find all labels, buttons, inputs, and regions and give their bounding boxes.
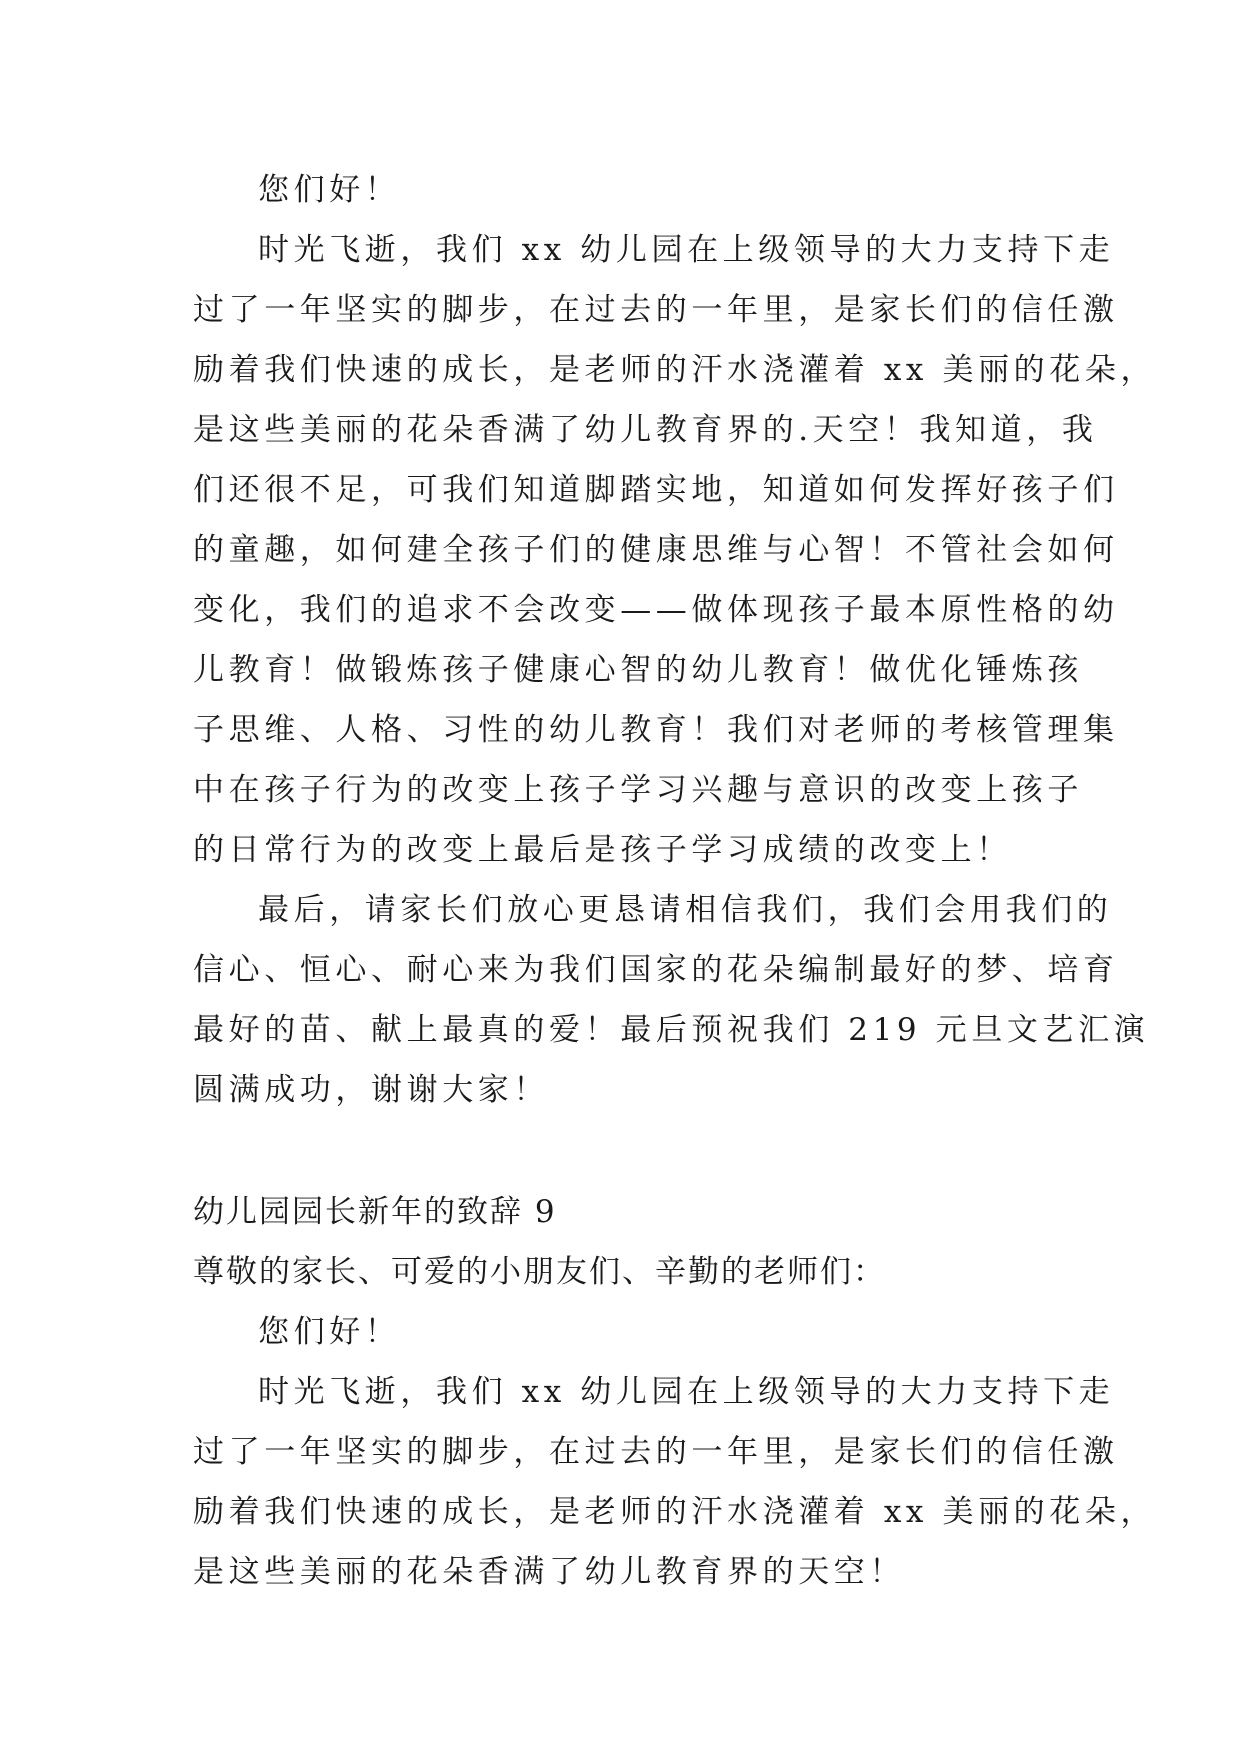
paragraph-line: 是这些美丽的花朵香满了幼儿教育界的.天空！我知道，我 [193,412,1098,448]
paragraph-line: 变化，我们的追求不会改变——做体现孩子最本原性格的幼 [193,592,1119,628]
paragraph-line: 时光飞逝，我们 xx 幼儿园在上级领导的大力支持下走 [258,1374,1115,1410]
salutation: 尊敬的家长、可爱的小朋友们、辛勤的老师们： [193,1254,886,1290]
paragraph-line: 励着我们快速的成长，是老师的汗水浇灌着 xx 美丽的花朵， [193,1494,1157,1530]
paragraph-line: 圆满成功，谢谢大家！ [193,1072,549,1108]
paragraph-line: 的童趣，如何建全孩子们的健康思维与心智！不管社会如何 [193,532,1119,568]
paragraph-line: 儿教育！做锻炼孩子健康心智的幼儿教育！做优化锤炼孩 [193,652,1083,688]
paragraph-line: 时光飞逝，我们 xx 幼儿园在上级领导的大力支持下走 [258,232,1115,268]
section-title: 幼儿园园长新年的致辞 9 [193,1194,557,1230]
paragraph-line: 最后，请家长们放心更恳请相信我们，我们会用我们的 [258,892,1113,928]
paragraph-line: 过了一年坚实的脚步，在过去的一年里，是家长们的信任激 [193,1434,1119,1470]
paragraph [193,1362,1157,1602]
greeting: 您们好！ [258,1314,401,1350]
paragraph-line: 是这些美丽的花朵香满了幼儿教育界的天空！ [193,1554,905,1590]
paragraph-line: 最好的苗、献上最真的爱！最后预祝我们 219 元旦文艺汇演 [193,1012,1150,1048]
paragraph-line: 励着我们快速的成长，是老师的汗水浇灌着 xx 美丽的花朵， [193,352,1157,388]
section-gap [193,1120,1073,1182]
greeting: 您们好！ [258,172,401,208]
paragraph-line: 过了一年坚实的脚步，在过去的一年里，是家长们的信任激 [193,292,1119,328]
paragraph-line: 子思维、人格、习性的幼儿教育！我们对老师的考核管理集 [193,712,1119,748]
paragraph-line: 们还很不足，可我们知道脚踏实地，知道如何发挥好孩子们 [193,472,1119,508]
paragraph-line: 信心、恒心、耐心来为我们国家的花朵编制最好的梦、培育 [193,952,1119,988]
paragraph-line: 中在孩子行为的改变上孩子学习兴趣与意识的改变上孩子 [193,772,1083,808]
document-body [193,160,1157,1602]
paragraph [193,880,1150,1120]
paragraph [193,220,1157,880]
paragraph-line: 的日常行为的改变上最后是孩子学习成绩的改变上！ [193,832,1012,868]
